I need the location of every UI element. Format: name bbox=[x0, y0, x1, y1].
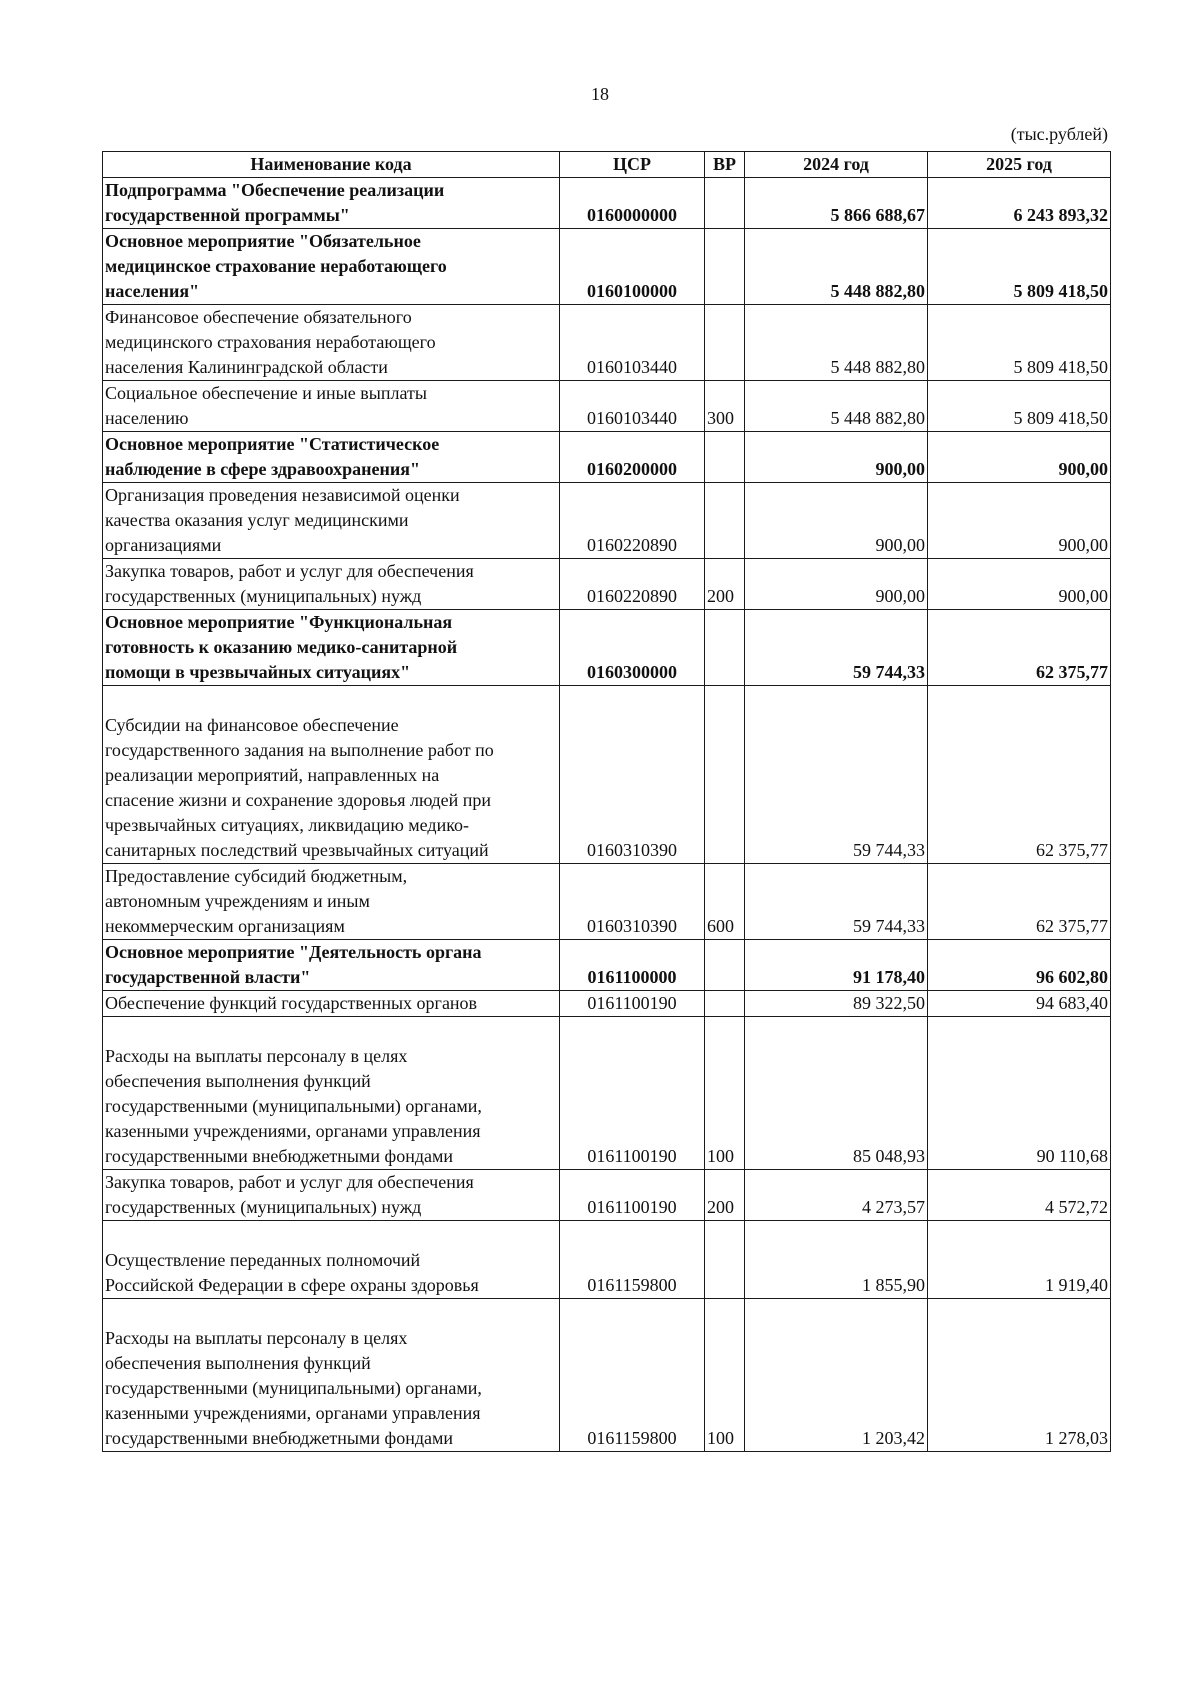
row-vr bbox=[705, 940, 745, 991]
row-2024: 1 203,42 bbox=[745, 1299, 928, 1452]
row-2025: 94 683,40 bbox=[928, 991, 1111, 1017]
row-name: Предоставление субсидий бюджетным, автономным учреждениям и иным некоммерческим организациям bbox=[103, 864, 560, 940]
row-vr: 200 bbox=[705, 559, 745, 610]
row-2025: 90 110,68 bbox=[928, 1017, 1111, 1170]
row-name: Расходы на выплаты персоналу в целях обеспечения выполнения функций государственными (муниципальными) органами, казенными учреждениями, органами управления государственными внебюджетными фондами bbox=[103, 1017, 560, 1170]
table-row bbox=[103, 381, 1111, 432]
row-vr: 300 bbox=[705, 381, 745, 432]
table-body bbox=[103, 178, 1111, 1452]
header-vr: ВР bbox=[705, 152, 745, 178]
row-2024: 5 448 882,80 bbox=[745, 381, 928, 432]
table-row bbox=[103, 1221, 1111, 1299]
row-csr: 0160000000 bbox=[560, 178, 705, 229]
row-csr: 0160220890 bbox=[560, 559, 705, 610]
row-name: Организация проведения независимой оценки качества оказания услуг медицинскими организациями bbox=[103, 483, 560, 559]
page-number: 18 bbox=[591, 84, 609, 104]
table-row bbox=[103, 940, 1111, 991]
row-2025: 1 919,40 bbox=[928, 1221, 1111, 1299]
row-2024: 5 448 882,80 bbox=[745, 305, 928, 381]
row-vr bbox=[705, 991, 745, 1017]
row-csr: 0160220890 bbox=[560, 483, 705, 559]
row-2025: 900,00 bbox=[928, 432, 1111, 483]
row-vr bbox=[705, 1221, 745, 1299]
row-name: Социальное обеспечение и иные выплаты населению bbox=[103, 381, 560, 432]
row-2024: 5 866 688,67 bbox=[745, 178, 928, 229]
row-name: Основное мероприятие "Функциональная готовность к оказанию медико-санитарной помощи в чрезвычайных ситуациях" bbox=[103, 610, 560, 686]
row-2024: 85 048,93 bbox=[745, 1017, 928, 1170]
row-2025: 1 278,03 bbox=[928, 1299, 1111, 1452]
row-csr: 0160300000 bbox=[560, 610, 705, 686]
row-vr bbox=[705, 178, 745, 229]
row-2024: 4 273,57 bbox=[745, 1170, 928, 1221]
table-row bbox=[103, 686, 1111, 864]
row-csr: 0161159800 bbox=[560, 1299, 705, 1452]
row-csr: 0160310390 bbox=[560, 864, 705, 940]
table-row bbox=[103, 610, 1111, 686]
row-vr bbox=[705, 686, 745, 864]
row-name: Осуществление переданных полномочий Российской Федерации в сфере охраны здоровья bbox=[103, 1221, 560, 1299]
row-2025: 900,00 bbox=[928, 559, 1111, 610]
row-2024: 89 322,50 bbox=[745, 991, 928, 1017]
row-vr bbox=[705, 229, 745, 305]
table-row bbox=[103, 432, 1111, 483]
row-2024: 59 744,33 bbox=[745, 610, 928, 686]
row-csr: 0161100190 bbox=[560, 991, 705, 1017]
row-vr: 600 bbox=[705, 864, 745, 940]
row-vr bbox=[705, 483, 745, 559]
row-2025: 900,00 bbox=[928, 483, 1111, 559]
row-name: Закупка товаров, работ и услуг для обеспечения государственных (муниципальных) нужд bbox=[103, 1170, 560, 1221]
row-name: Основное мероприятие "Деятельность органа государственной власти" bbox=[103, 940, 560, 991]
header-2024: 2024 год bbox=[745, 152, 928, 178]
row-vr bbox=[705, 305, 745, 381]
table-row bbox=[103, 305, 1111, 381]
table-row bbox=[103, 229, 1111, 305]
row-csr: 0160200000 bbox=[560, 432, 705, 483]
row-name: Основное мероприятие "Статистическое наблюдение в сфере здравоохранения" bbox=[103, 432, 560, 483]
row-csr: 0161100190 bbox=[560, 1017, 705, 1170]
row-2024: 900,00 bbox=[745, 559, 928, 610]
row-2024: 59 744,33 bbox=[745, 864, 928, 940]
row-csr: 0160100000 bbox=[560, 229, 705, 305]
row-csr: 0160310390 bbox=[560, 686, 705, 864]
row-2025: 5 809 418,50 bbox=[928, 229, 1111, 305]
row-2024: 900,00 bbox=[745, 432, 928, 483]
row-name: Финансовое обеспечение обязательного медицинского страхования неработающего населения Калининградской области bbox=[103, 305, 560, 381]
row-2025: 5 809 418,50 bbox=[928, 381, 1111, 432]
header-2025: 2025 год bbox=[928, 152, 1111, 178]
row-name: Обеспечение функций государственных органов bbox=[103, 991, 560, 1017]
header-name: Наименование кода bbox=[103, 152, 560, 178]
row-vr: 100 bbox=[705, 1017, 745, 1170]
row-name: Расходы на выплаты персоналу в целях обеспечения выполнения функций государственными (муниципальными) органами, казенными учреждениями, органами управления государственными внебюджетными фондами bbox=[103, 1299, 560, 1452]
row-2025: 62 375,77 bbox=[928, 610, 1111, 686]
row-vr: 100 bbox=[705, 1299, 745, 1452]
row-vr bbox=[705, 432, 745, 483]
row-csr: 0161100000 bbox=[560, 940, 705, 991]
row-2025: 62 375,77 bbox=[928, 686, 1111, 864]
row-2024: 5 448 882,80 bbox=[745, 229, 928, 305]
units-label: (тыс.рублей) bbox=[1010, 124, 1108, 144]
table-row bbox=[103, 864, 1111, 940]
row-2025: 96 602,80 bbox=[928, 940, 1111, 991]
row-name: Закупка товаров, работ и услуг для обеспечения государственных (муниципальных) нужд bbox=[103, 559, 560, 610]
row-2025: 4 572,72 bbox=[928, 1170, 1111, 1221]
row-2024: 59 744,33 bbox=[745, 686, 928, 864]
row-csr: 0161159800 bbox=[560, 1221, 705, 1299]
row-csr: 0160103440 bbox=[560, 305, 705, 381]
table-row bbox=[103, 483, 1111, 559]
row-2025: 6 243 893,32 bbox=[928, 178, 1111, 229]
row-name: Основное мероприятие "Обязательное медицинское страхование неработающего населения" bbox=[103, 229, 560, 305]
row-2025: 62 375,77 bbox=[928, 864, 1111, 940]
table-header-row bbox=[103, 152, 1111, 178]
table-row bbox=[103, 559, 1111, 610]
table-row bbox=[103, 1017, 1111, 1170]
row-name: Подпрограмма "Обеспечение реализации государственной программы" bbox=[103, 178, 560, 229]
row-vr bbox=[705, 610, 745, 686]
table-row bbox=[103, 1299, 1111, 1452]
table-row bbox=[103, 178, 1111, 229]
table-row bbox=[103, 1170, 1111, 1221]
table-row bbox=[103, 991, 1111, 1017]
header-csr: ЦСР bbox=[560, 152, 705, 178]
row-2024: 1 855,90 bbox=[745, 1221, 928, 1299]
row-csr: 0160103440 bbox=[560, 381, 705, 432]
row-2024: 900,00 bbox=[745, 483, 928, 559]
budget-table bbox=[102, 151, 1111, 1452]
row-name: Субсидии на финансовое обеспечение государственного задания на выполнение работ по реализации мероприятий, направленных на спасение жизни и сохранение здоровья людей при чрезвычайных ситуациях, ликвидацию медико- санитарных последствий чрезвычайных ситуаций bbox=[103, 686, 560, 864]
row-csr: 0161100190 bbox=[560, 1170, 705, 1221]
row-2025: 5 809 418,50 bbox=[928, 305, 1111, 381]
row-vr: 200 bbox=[705, 1170, 745, 1221]
row-2024: 91 178,40 bbox=[745, 940, 928, 991]
